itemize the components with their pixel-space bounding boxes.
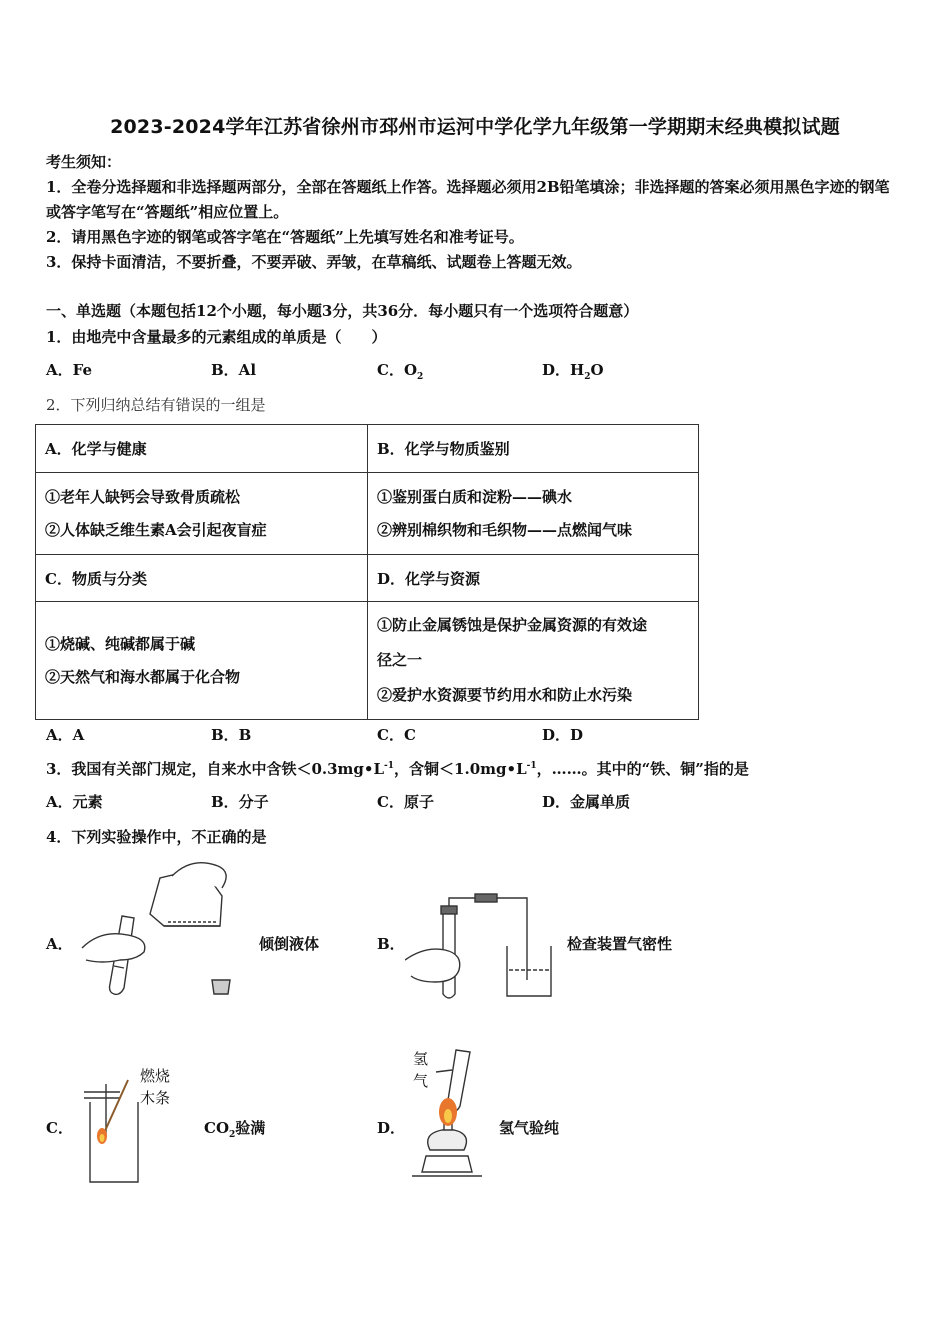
q2-option-d: D．D (542, 726, 584, 744)
q2-option-a: A．A (46, 726, 85, 744)
airtightness-check-illustration (405, 890, 555, 1002)
q4-stem: 4．下列实验操作中，不正确的是 (46, 828, 267, 846)
q4-option-b-letter: B． (377, 935, 405, 953)
q4-caption-b: 检查装置气密性 (567, 935, 673, 953)
q2-option-b: B．B (211, 726, 252, 744)
q1-option-a: A．Fe (46, 361, 93, 379)
pouring-liquid-illustration (72, 856, 252, 1006)
q2-a-head: A．化学与健康 (36, 425, 368, 473)
q2-d-head: D．化学与资源 (368, 555, 699, 602)
q2-option-c: C．C (377, 726, 416, 744)
q4-option-c-letter: C． (46, 1119, 73, 1137)
q1-option-d: D．$H_2O$ (542, 361, 604, 382)
hydrogen-purity-illustration (408, 1046, 488, 1182)
q2-stem: 2．下列归纳总结有错误的一组是 (46, 396, 266, 414)
q3-option-b: B．分子 (211, 793, 269, 811)
q2-d-body: ①防止金属锈蚀是保护金属资源的有效途 径之一 ②爱护水资源要节约用水和防止水污染 (368, 602, 699, 720)
q2-a-body: ①老年人缺钙会导致骨质疏松 ②人体缺乏维生素A会引起夜盲症 (36, 473, 368, 555)
q3-option-a: A．元素 (46, 793, 103, 811)
q1-stem: 1．由地壳中含量最多的元素组成的单质是（ ） (46, 328, 387, 346)
q4-caption-d: 氢气验纯 (499, 1119, 560, 1137)
q4-caption-c: $CO_2$验满 (204, 1119, 266, 1140)
q2-b-head: B．化学与物质鉴别 (368, 425, 699, 473)
q4-option-a-letter: A． (46, 935, 73, 953)
q2-c-head: C．物质与分类 (36, 555, 368, 602)
notice-heading: 考生须知： (46, 153, 122, 171)
q1-option-c: C．$O_2$ (377, 361, 424, 382)
q2-c-body: ①烧碱、纯碱都属于碱 ②天然气和海水都属于化合物 (36, 602, 368, 720)
section-heading: 一、单选题（本题包括12个小题，每小题3分，共36分．每小题只有一个选项符合题意） (46, 302, 639, 320)
hydrogen-label: 氢 气 (413, 1050, 429, 1090)
q4-caption-a: 倾倒液体 (259, 935, 320, 953)
burning-stick-label: 燃烧 木条 (140, 1067, 171, 1107)
notice-item-1: 1．全卷分选择题和非选择题两部分，全部在答题纸上作答。选择题必须用2B铅笔填涂；非选择题的答案必须用黑色字迹的钢笔或答字笔写在“答题纸”相应位置上。 (46, 178, 890, 221)
q2-table (35, 424, 699, 720)
q3-option-d: D．金属单质 (542, 793, 631, 811)
notice-item-2: 2．请用黑色字迹的钢笔或答字笔在“答题纸”上先填写姓名和准考证号。 (46, 228, 524, 246)
q4-option-d-letter: D． (377, 1119, 406, 1137)
q2-b-body: ①鉴别蛋白质和淀粉——碘水 ②辨别棉织物和毛织物——点燃闻气味 (368, 473, 699, 555)
notice-item-3: 3．保持卡面清洁，不要折叠，不要弄破、弄皱，在草稿纸、试题卷上答题无效。 (46, 253, 582, 271)
co2-full-test-illustration (80, 1076, 150, 1186)
q3-stem: 3．我国有关部门规定，自来水中含铁$<0.3mg•L^{-1}$，含铜$<1.0mg•L^{-1}$，……。其中的“铁、铜”指的是 (46, 760, 749, 778)
q3-option-c: C．原子 (377, 793, 434, 811)
q1-option-b: B．Al (211, 361, 257, 379)
exam-title: 2023-2024学年江苏省徐州市邳州市运河中学化学九年级第一学期期末经典模拟试题 (110, 116, 840, 138)
